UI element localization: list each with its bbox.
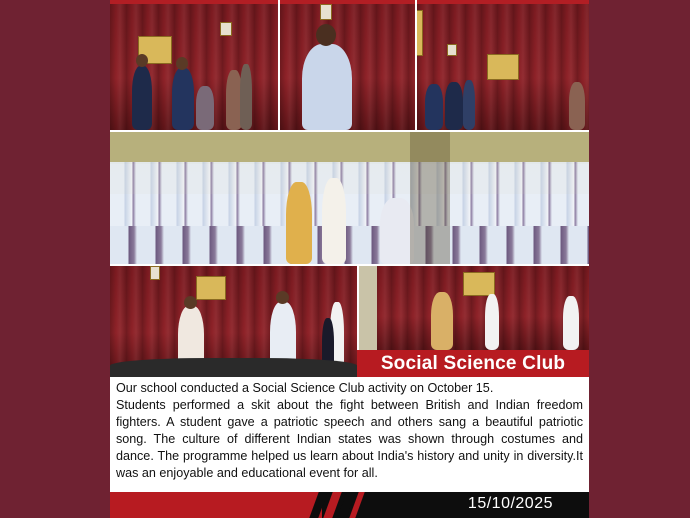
description-box: [110, 377, 589, 492]
speech-photo: [280, 0, 415, 130]
title-banner: [357, 350, 589, 377]
dance-photo-left: [110, 266, 357, 377]
group-photo: [110, 132, 589, 264]
song-photo: [417, 0, 589, 130]
dance-photo-right: [359, 266, 589, 350]
banner-title: Social Science Club: [380, 352, 566, 374]
post-card: [110, 0, 589, 518]
skit-photo: [110, 0, 278, 130]
description-line1: Our school conducted a Social Science Club activity on October 15.: [116, 381, 494, 395]
event-date: 15/10/2025: [467, 495, 553, 512]
description-paragraph: Students performed a skit about the fight between British and Indian freedom fighters. A student gave a patriotic speech and others sang a beautiful patriotic song. The culture of different Indian states was shown through costumes and dance. The programme helped us learn about India's history and unity in diversity.It was an enjoyable and educational event for all.: [116, 398, 583, 480]
footer-bar: [110, 492, 589, 518]
footer-accent: [110, 492, 322, 518]
